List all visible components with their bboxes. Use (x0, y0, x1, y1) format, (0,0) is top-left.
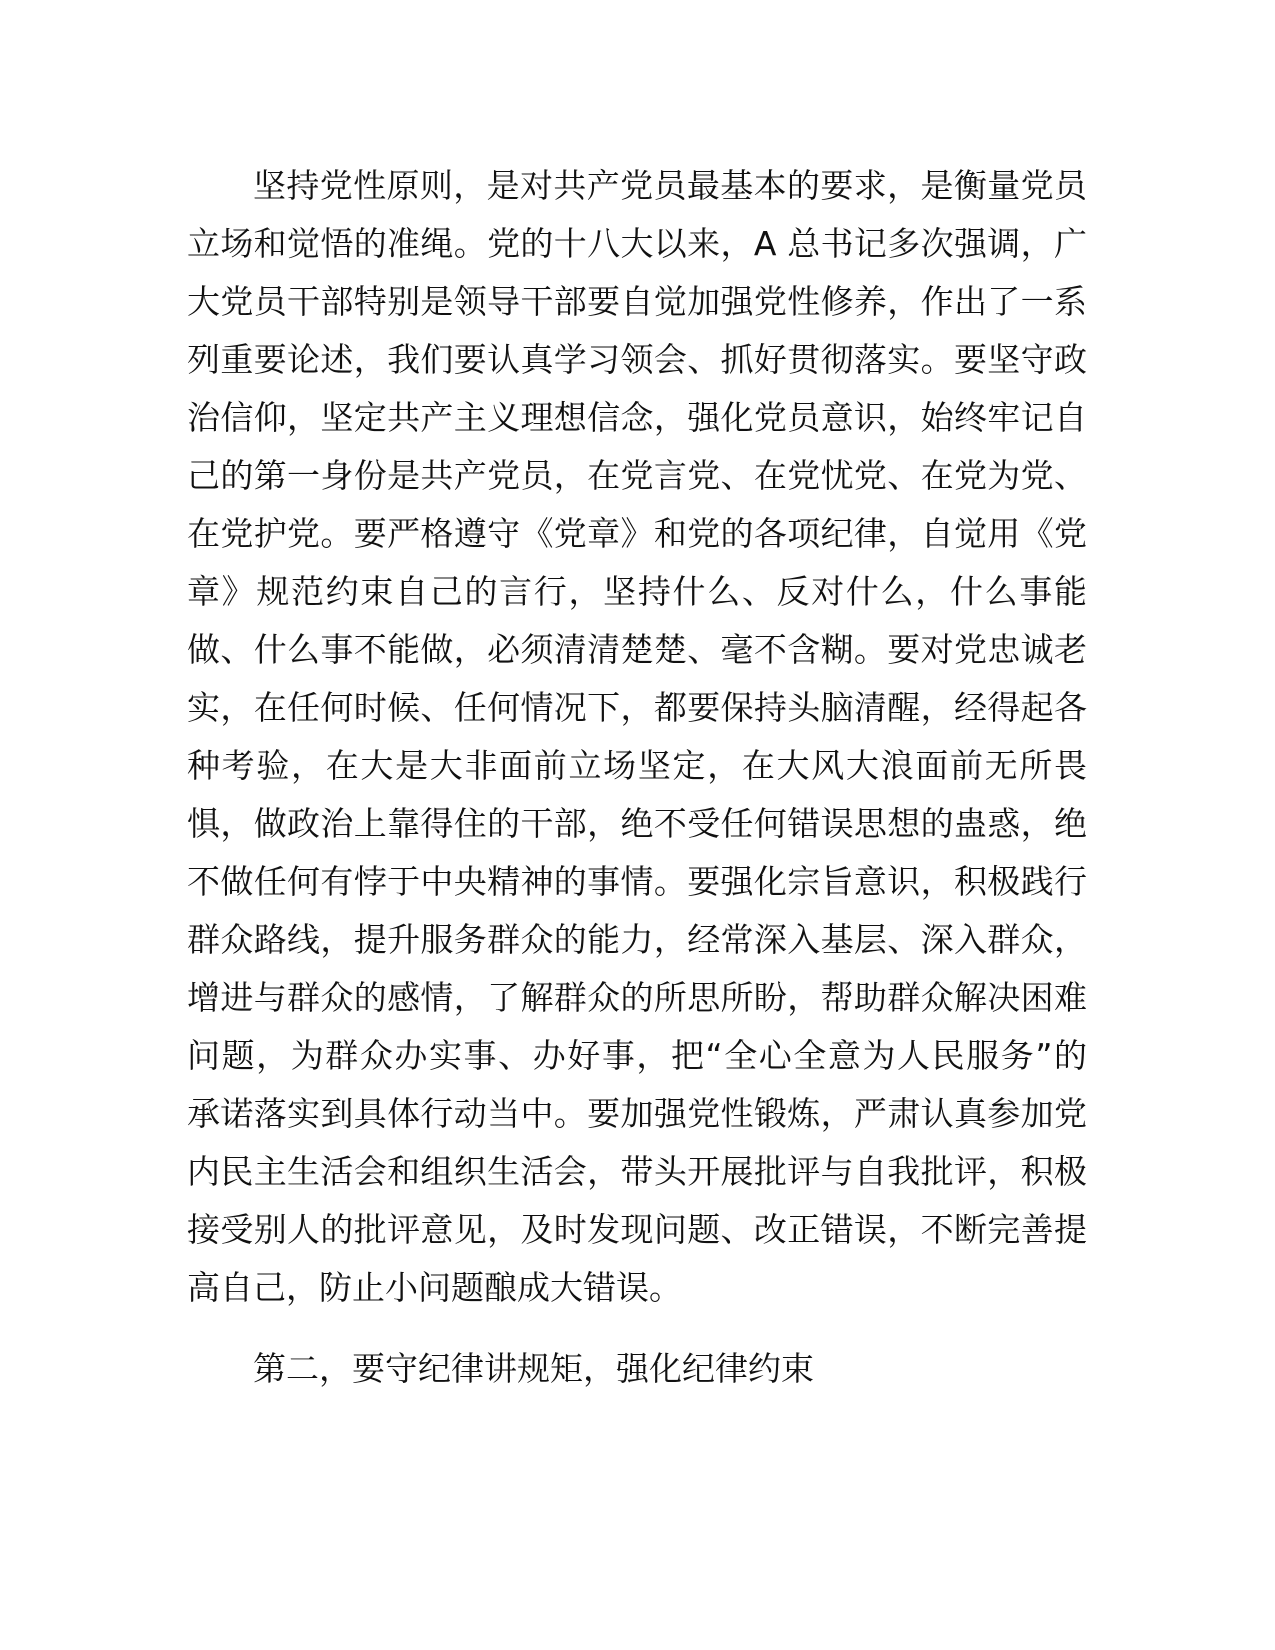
paragraph-line: 实，在任何时候、任何情况下，都要保持头脑清醒，经得起各 (187, 688, 1087, 727)
paragraph-line: 章》规范约束自己的言行，坚持什么、反对什么，什么事能 (187, 572, 1087, 611)
paragraph-line: 群众路线，提升服务群众的能力，经常深入基层、深入群众， (187, 920, 1087, 959)
paragraph-line: 坚持党性原则，是对共产党员最基本的要求，是衡量党员 (253, 166, 1087, 205)
paragraph-line: 在党护党。要严格遵守《党章》和党的各项纪律，自觉用《党 (187, 514, 1087, 553)
section-heading-discipline (187, 1340, 1087, 1398)
paragraph-party-spirit (187, 157, 1087, 1317)
paragraph-line: 种考验，在大是大非面前立场坚定，在大风大浪面前无所畏 (187, 746, 1087, 785)
paragraph-line: 增进与群众的感情，了解群众的所思所盼，帮助群众解决困难 (187, 978, 1087, 1017)
paragraph-line: 内民主生活会和组织生活会，带头开展批评与自我批评，积极 (187, 1152, 1087, 1191)
paragraph-line: 接受别人的批评意见，及时发现问题、改正错误，不断完善提 (187, 1210, 1087, 1249)
paragraph-line: 惧，做政治上靠得住的干部，绝不受任何错误思想的蛊惑，绝 (187, 804, 1087, 843)
paragraph-line: 列重要论述，我们要认真学习领会、抓好贯彻落实。要坚守政 (187, 340, 1087, 379)
paragraph-line: 高自己，防止小问题酿成大错误。 (187, 1268, 682, 1307)
paragraph-line: 立场和觉悟的准绳。党的十八大以来，A 总书记多次强调，广 (187, 224, 1087, 263)
paragraph-line: 治信仰，坚定共产主义理想信念，强化党员意识，始终牢记自 (187, 398, 1087, 437)
paragraph-line: 承诺落实到具体行动当中。要加强党性锻炼，严肃认真参加党 (187, 1094, 1087, 1133)
paragraph-line: 不做任何有悖于中央精神的事情。要强化宗旨意识，积极践行 (187, 862, 1087, 901)
paragraph-line: 大党员干部特别是领导干部要自觉加强党性修养，作出了一系 (187, 282, 1087, 321)
heading-line: 第二，要守纪律讲规矩，强化纪律约束 (253, 1349, 814, 1388)
paragraph-line: 己的第一身份是共产党员，在党言党、在党忧党、在党为党、 (187, 456, 1087, 495)
paragraph-line: 做、什么事不能做，必须清清楚楚、毫不含糊。要对党忠诚老 (187, 630, 1087, 669)
paragraph-line: 问题，为群众办实事、办好事，把“全心全意为人民服务”的 (187, 1036, 1087, 1075)
